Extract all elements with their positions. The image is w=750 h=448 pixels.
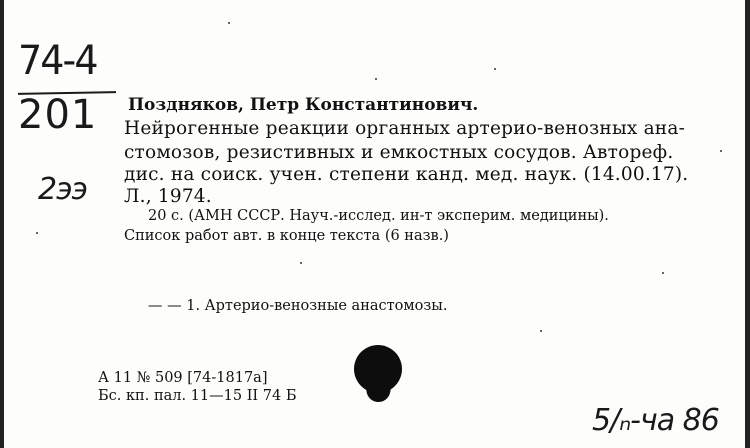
subject-heading: — — 1. Артерио-венозные анастомозы.: [148, 298, 448, 314]
card-right-edge: [745, 0, 750, 448]
title-line-2: стомозов, резистивных и емкостных сосудов. Автореф.: [124, 142, 674, 163]
title-line-3: дис. на соиск. учен. степени канд. мед. наук. (14.00.17).: [124, 164, 689, 185]
handwritten-shelf-code: 74-4: [18, 38, 97, 84]
handwritten-shelf-number: 201: [18, 92, 98, 138]
paper-speck: [375, 78, 377, 80]
bibliography-note: Список работ авт. в конце текста (6 назв.): [124, 228, 449, 244]
reference-line-1: А 11 № 509 [74-1817а]: [98, 370, 268, 386]
paper-speck: [540, 330, 542, 332]
paper-speck: [300, 262, 302, 264]
ink-blot-tail: [365, 382, 391, 403]
paper-speck: [36, 232, 38, 234]
author-heading: Поздняков, Петр Константинович.: [128, 95, 479, 115]
title-line-1: Нейрогенные реакции органных артерио-венозных ана-: [124, 118, 686, 139]
paper-speck: [720, 150, 722, 152]
paper-speck: [494, 68, 496, 70]
paper-speck: [662, 272, 664, 274]
handwritten-corner-mark: 5/ₙ-ча 86: [592, 403, 719, 438]
imprint-line: Л., 1974.: [124, 186, 212, 207]
card-left-edge: [0, 0, 4, 448]
reference-line-2: Бс. кп. пал. 11—15 II 74 Б: [98, 388, 297, 404]
collation-line: 20 с. (АМН СССР. Науч.-исслед. ин-т эксперим. медицины).: [148, 208, 609, 224]
paper-speck: [228, 22, 230, 24]
handwritten-side-mark: 2ээ: [38, 172, 88, 207]
